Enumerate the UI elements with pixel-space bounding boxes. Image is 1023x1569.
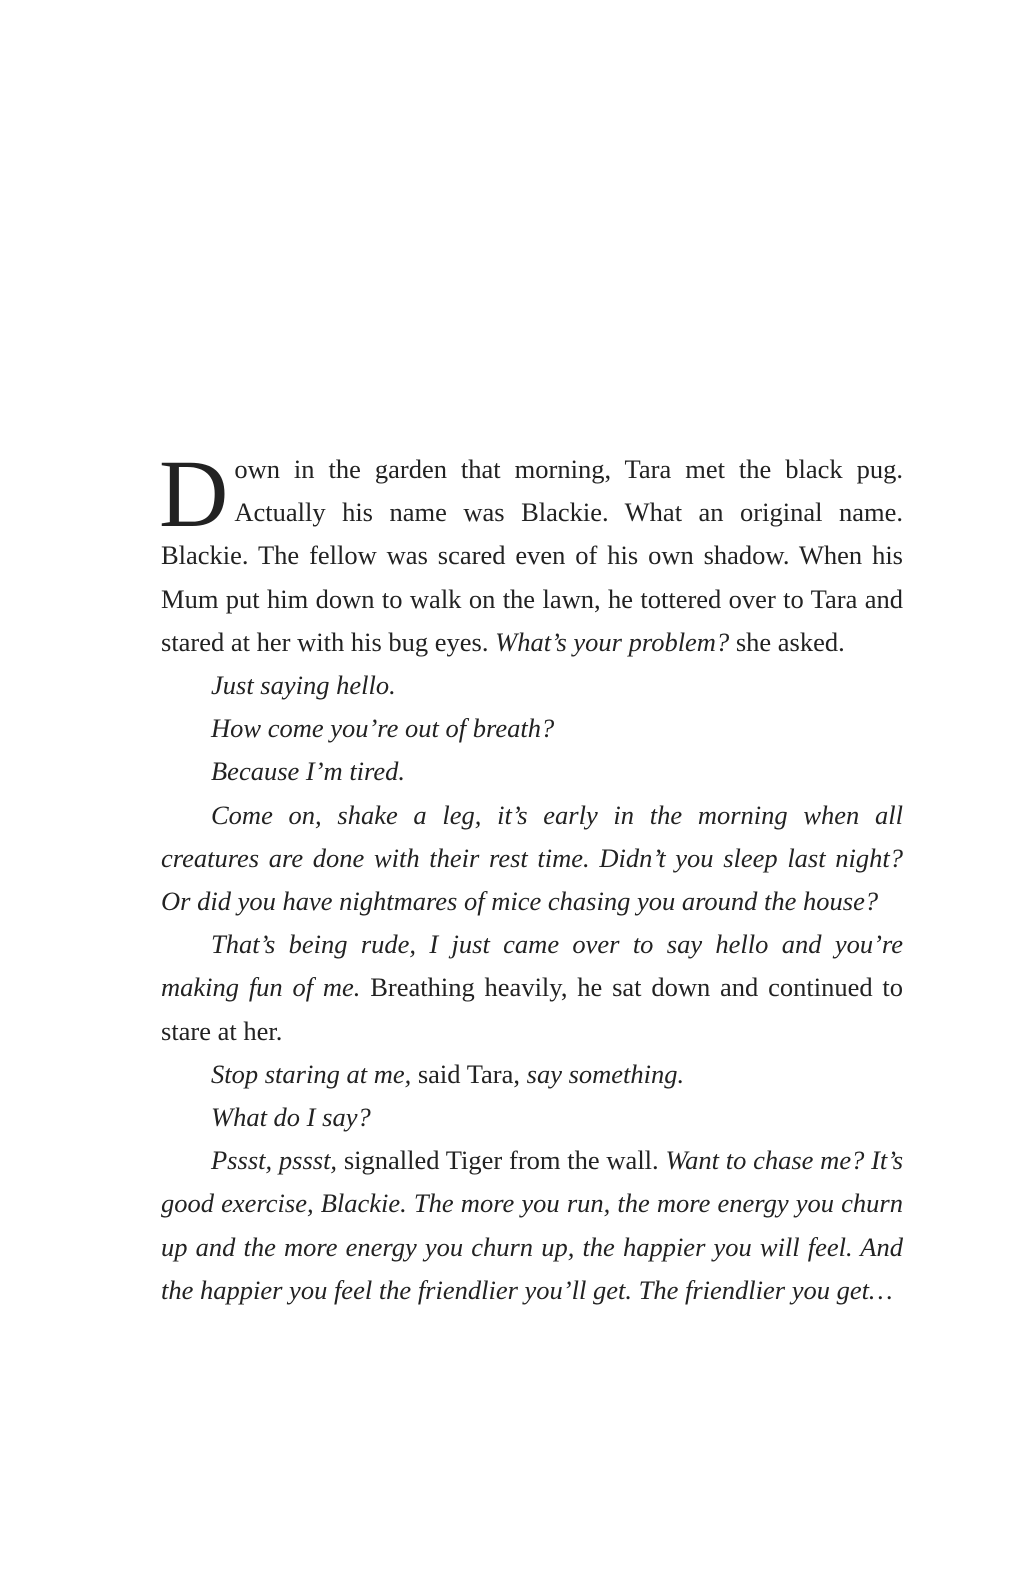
drop-cap: D — [159, 440, 229, 547]
text-segment: What’s your problem? — [495, 626, 730, 657]
paragraph-8 — [161, 1096, 903, 1139]
text-segment: How come you’re out of breath? — [211, 713, 555, 744]
paragraph-1 — [159, 440, 903, 664]
text-segment: signalled Tiger from the wall. — [337, 1145, 666, 1176]
text-segment: Breathing heavily, he sat down and continued to stare at her. — [161, 972, 903, 1046]
text-segment: That’s being rude, I just came over to say hello and you’re making fun of me. — [161, 929, 903, 1003]
text-segment: own in the garden that morning, Tara met the black pug. Actually his name was Blackie. What an original name. Blackie. The fellow was scared even of his own shadow. When his Mum put him down to walk on the lawn, he tottered over to Tara and stared at her with his bug eyes. — [161, 454, 903, 657]
paragraph-2 — [161, 664, 903, 707]
paragraph-3 — [161, 707, 903, 750]
text-segment: she asked. — [729, 626, 845, 657]
paragraph-7 — [161, 1053, 903, 1096]
paragraph-9 — [161, 1139, 903, 1312]
text-segment: said Tara, — [411, 1058, 527, 1089]
text-segment: say something. — [526, 1058, 685, 1089]
paragraph-5 — [161, 794, 903, 924]
text-segment: Stop staring at me, — [211, 1058, 412, 1089]
text-segment: Because I’m tired. — [211, 756, 406, 787]
text-segment: Just saying hello. — [211, 670, 396, 701]
body-text — [159, 440, 904, 1312]
text-segment: What do I say? — [211, 1102, 371, 1133]
text-segment: Come on, shake a leg, it’s early in the morning when all creatures are done with their rest time. Didn’t you sleep last night? Or did you have nightmares of mice chasing you around the house? — [161, 799, 903, 917]
paragraph-6 — [161, 923, 903, 1053]
text-segment: Want to chase me? It’s good exercise, Blackie. The more you run, the more energy you churn up and the more energy you churn up, the happier you will feel. And the happier you feel the friendlier you’ll get. The friendlier you get… — [161, 1145, 904, 1305]
paragraph-4 — [161, 750, 903, 793]
text-segment: Pssst, pssst, — [211, 1145, 338, 1176]
